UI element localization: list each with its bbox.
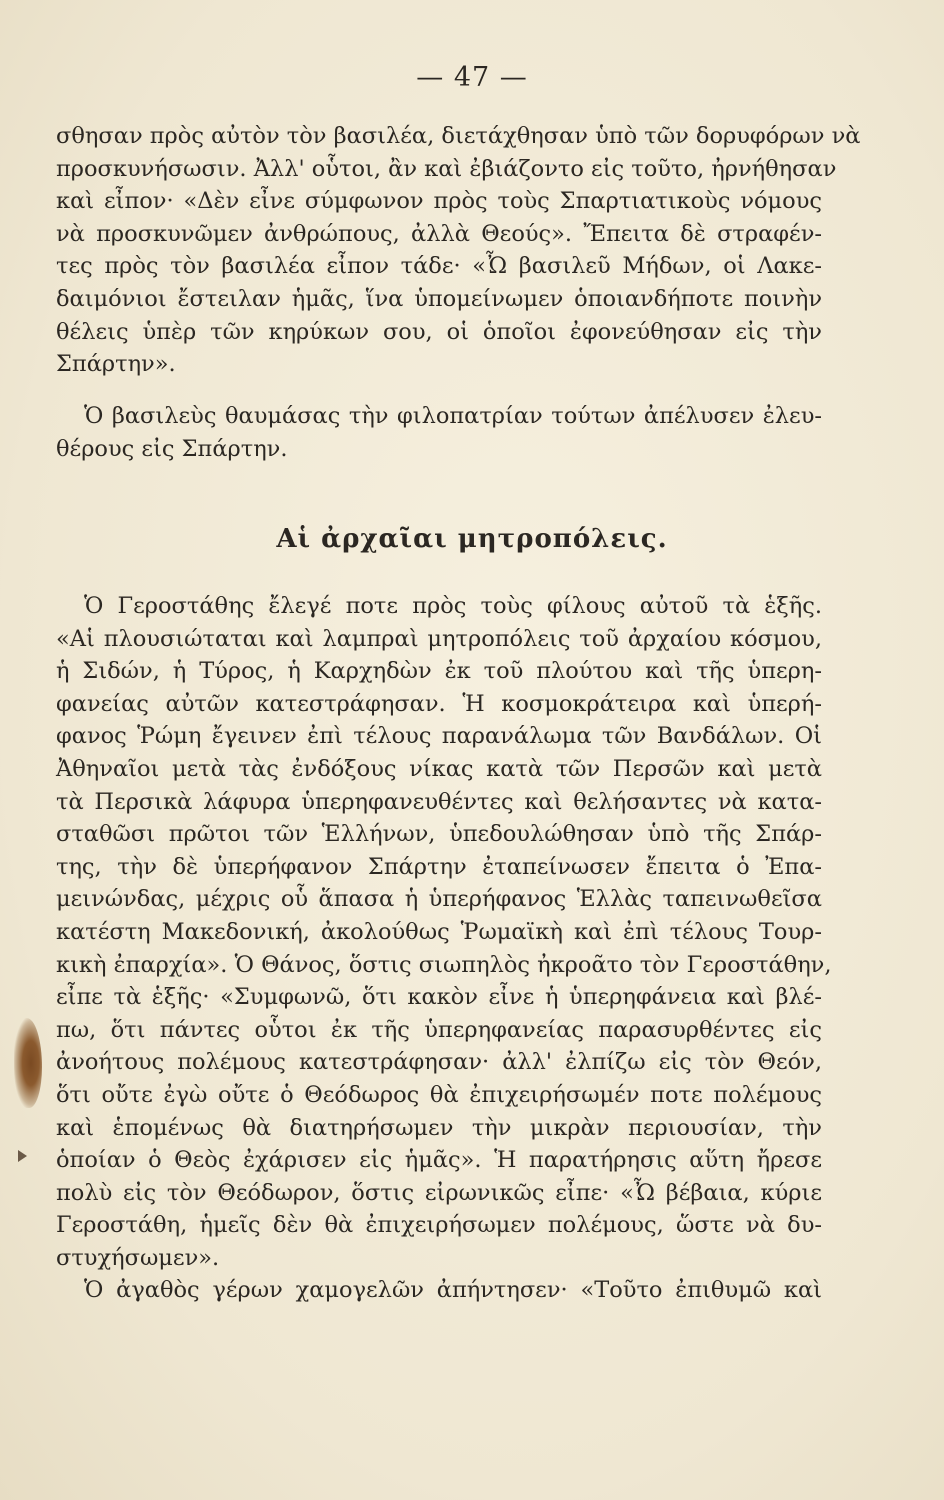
text-line: καὶ εἶπον· «Δὲν εἶνε σύμφωνον πρὸς τοὺς Σπαρτιατικοὺς νόμους [56, 188, 822, 215]
paragraph-2 [56, 400, 822, 465]
text-line: κατέστη Μακεδονική, ἀκολούθως Ῥωμαϊκὴ καὶ ἐπὶ τέλους Τουρ- [56, 918, 822, 945]
paragraph-1 [56, 120, 861, 381]
paper-stain [14, 1018, 42, 1108]
text-line: «Αἱ πλουσιώταται καὶ λαμπραὶ μητροπόλεις τοῦ ἀρχαίου κόσμου, [56, 625, 822, 652]
text-line: ὁποίαν ὁ Θεὸς ἐχάρισεν εἰς ἡμᾶς». Ἡ παρατήρησις αὕτη ἤρεσε [56, 1147, 822, 1174]
text-line: Ὁ Γεροστάθης ἔλεγέ ποτε πρὸς τοὺς φίλους αὐτοῦ τὰ ἑξῆς. [84, 593, 822, 619]
text-line: θέλεις ὑπὲρ τῶν κηρύκων σου, οἱ ὁποῖοι ἐφονεύθησαν εἰς τὴν [56, 318, 822, 345]
text-line: νὰ προσκυνῶμεν ἀνθρώπους, ἀλλὰ Θεούς». Ἔπειτα δὲ στραφέν- [56, 220, 822, 247]
text-line: Ὁ ἀγαθὸς γέρων χαμογελῶν ἀπήντησεν· «Τοῦτο ἐπιθυμῶ καὶ [84, 1277, 822, 1304]
text-line: Γεροστάθη, ἡμεῖς δὲν θὰ ἐπιχειρήσωμεν πολέμους, ὥστε νὰ δυ- [56, 1212, 822, 1239]
text-line: ὅτι οὔτε ἐγὼ οὔτε ὁ Θεόδωρος θὰ ἐπιχειρήσωμέν ποτε πολέμους [56, 1081, 822, 1108]
text-line: τες πρὸς τὸν βασιλέα εἶπον τάδε· «Ὦ βασιλεῦ Μήδων, οἱ Λακε- [56, 253, 822, 280]
text-line: φανος Ῥώμη ἔγεινεν ἐπὶ τέλους παρανάλωμα τῶν Βανδάλων. Οἱ [56, 723, 822, 750]
text-line: θέρους εἰς Σπάρτην. [56, 435, 288, 462]
margin-arrow-mark [18, 1150, 27, 1162]
text-line: τὰ Περσικὰ λάφυρα ὑπερηφανευθέντες καὶ θελήσαντες νὰ κατα- [56, 788, 822, 815]
text-line: πω, ὅτι πάντες οὗτοι ἐκ τῆς ὑπερηφανείας παρασυρθέντες εἰς [56, 1016, 822, 1043]
text-line: σθησαν πρὸς αὐτὸν τὸν βασιλέα, διετάχθησαν ὑπὸ τῶν δορυφόρων νὰ [56, 123, 861, 149]
text-line: ἀνοήτους πολέμους κατεστράφησαν· ἀλλ' ἐλπίζω εἰς τὸν Θεόν, [56, 1049, 822, 1076]
paragraph-3 [56, 590, 832, 1307]
section-heading: Αἱ ἀρχαῖαι μητροπόλεις. [276, 524, 668, 554]
text-line: πολὺ εἰς τὸν Θεόδωρον, ὅστις εἰρωνικῶς εἶπε· «Ὦ βέβαια, κύριε [56, 1179, 822, 1206]
text-line: σταθῶσι πρῶτοι τῶν Ἑλλήνων, ὑπεδουλώθησαν ὑπὸ τῆς Σπάρ- [56, 821, 822, 848]
text-line: Σπάρτην». [56, 351, 176, 378]
text-line: ἡ Σιδών, ἡ Τύρος, ἡ Καρχηδὼν ἐκ τοῦ πλούτου καὶ τῆς ὑπερη- [56, 658, 822, 685]
text-line: δαιμόνιοι ἔστειλαν ἡμᾶς, ἵνα ὑπομείνωμεν ὁποιανδήποτε ποινὴν [56, 285, 822, 312]
text-line: στυχήσωμεν». [56, 1244, 220, 1271]
text-line: Ἀθηναῖοι μετὰ τὰς ἐνδόξους νίκας κατὰ τῶν Περσῶν καὶ μετὰ [56, 755, 822, 782]
text-line: Ὁ βασιλεὺς θαυμάσας τὴν φιλοπατρίαν τούτων ἀπέλυσεν ἐλευ- [84, 403, 822, 429]
page-number: — 47 — [416, 62, 528, 93]
text-line: φανείας αὐτῶν κατεστράφησαν. Ἡ κοσμοκράτειρα καὶ ὑπερή- [56, 690, 822, 717]
text-line: καὶ ἑπομένως θὰ διατηρήσωμεν τὴν μικρὰν περιουσίαν, τὴν [56, 1114, 822, 1141]
text-line: της, τὴν δὲ ὑπερήφανον Σπάρτην ἐταπείνωσεν ἔπειτα ὁ Ἐπα- [56, 853, 822, 880]
text-line: εἶπε τὰ ἑξῆς· «Συμφωνῶ, ὅτι κακὸν εἶνε ἡ ὑπερηφάνεια καὶ βλέ- [56, 984, 822, 1011]
text-line: μεινώνδας, μέχρις οὗ ἅπασα ἡ ὑπερήφανος Ἑλλὰς ταπεινωθεῖσα [56, 886, 822, 913]
text-line: προσκυνήσωσιν. Ἀλλ' οὗτοι, ἂν καὶ ἐβιάζοντο εἰς τοῦτο, ἠρνήθησαν [56, 155, 837, 182]
text-line: κικὴ ἐπαρχία». Ὁ Θάνος, ὅστις σιωπηλὸς ἠκροᾶτο τὸν Γεροστάθην, [56, 951, 832, 978]
